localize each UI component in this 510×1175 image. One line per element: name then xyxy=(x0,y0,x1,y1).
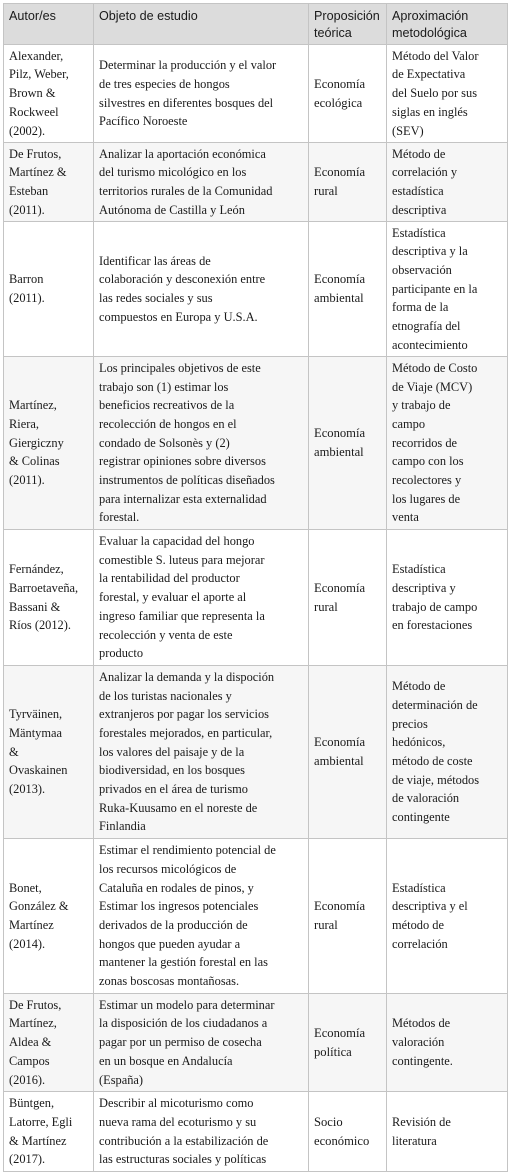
theory-cell: Economía ecológica xyxy=(309,45,387,143)
theory-cell: Economía política xyxy=(309,994,387,1092)
table-row xyxy=(4,839,508,994)
theory-cell: Socio económico xyxy=(309,1092,387,1172)
table-row xyxy=(4,530,508,666)
method-cell: Método del Valor de Expectativa del Suelo por sus siglas en inglés (SEV) xyxy=(387,45,508,143)
author-cell: Alexander, Pilz, Weber, Brown & Rockweel (2002). xyxy=(4,45,94,143)
author-cell: Büntgen, Latorre, Egli & Martínez (2017). xyxy=(4,1092,94,1172)
study-object-cell: Los principales objetivos de este trabajo son (1) estimar los beneficios recreativos de la recolección de hongos en el condado de Solsonès y (2) registrar opiniones sobre diversos instrumentos de políticas diseñados para internalizar esta externalidad forestal. xyxy=(94,357,309,530)
method-cell: Método de determinación de precios hedónicos, método de coste de viaje, métodos de valoración contingente xyxy=(387,666,508,839)
method-cell: Método de correlación y estadística descriptiva xyxy=(387,143,508,222)
study-object-cell: Evaluar la capacidad del hongo comestible S. luteus para mejorar la rentabilidad del productor forestal, y evaluar el aporte al ingreso familiar que representa la recolección y venta de este producto xyxy=(94,530,309,666)
study-object-cell: Analizar la aportación económica del turismo micológico en los territorios rurales de la Comunidad Autónoma de Castilla y León xyxy=(94,143,309,222)
study-object-cell: Estimar el rendimiento potencial de los recursos micológicos de Cataluña en rodales de pinos, y Estimar los ingresos potenciales derivados de la producción de hongos que pueden ayudar a mantener la gestión forestal en las zonas boscosas montañosas. xyxy=(94,839,309,994)
method-cell: Estadística descriptiva y la observación participante en la forma de la etnografía del acontecimiento xyxy=(387,222,508,357)
study-object-cell: Estimar un modelo para determinar la disposición de los ciudadanos a pagar por un permiso de cosecha en un bosque en Andalucía (España) xyxy=(94,994,309,1092)
theory-cell: Economía ambiental xyxy=(309,666,387,839)
author-cell: Tyrväinen, Mäntymaa & Ovaskainen (2013). xyxy=(4,666,94,839)
table-header-row xyxy=(4,4,508,45)
table-row xyxy=(4,45,508,143)
method-cell: Método de Costo de Viaje (MCV) y trabajo de campo recorridos de campo con los recolectores y los lugares de venta xyxy=(387,357,508,530)
theory-cell: Economía rural xyxy=(309,530,387,666)
study-object-cell: Identificar las áreas de colaboración y desconexión entre las redes sociales y sus compuestos en Europa y U.S.A. xyxy=(94,222,309,357)
study-object-cell: Analizar la demanda y la dispoción de los turistas nacionales y extranjeros por pagar los servicios forestales mejorados, en particular, los valores del paisaje y de la biodiversidad, en los bosques privados en el área de turismo Ruka-Kuusamo en el noreste de Finlandia xyxy=(94,666,309,839)
literature-review-table xyxy=(3,3,508,1172)
study-object-cell: Determinar la producción y el valor de tres especies de hongos silvestres en diferentes bosques del Pacífico Noroeste xyxy=(94,45,309,143)
table-row xyxy=(4,143,508,222)
header-study-object: Objeto de estudio xyxy=(94,4,309,45)
study-object-cell: Describir al micoturismo como nueva rama del ecoturismo y su contribución a la estabilización de las estructuras sociales y políticas xyxy=(94,1092,309,1172)
header-authors: Autor/es xyxy=(4,4,94,45)
table-row xyxy=(4,994,508,1092)
theory-cell: Economía rural xyxy=(309,143,387,222)
author-cell: Bonet, González & Martínez (2014). xyxy=(4,839,94,994)
author-cell: De Frutos, Martínez, Aldea & Campos (2016). xyxy=(4,994,94,1092)
theory-cell: Economía ambiental xyxy=(309,357,387,530)
author-cell: Fernández, Barroetaveña, Bassani & Ríos (2012). xyxy=(4,530,94,666)
author-cell: Barron (2011). xyxy=(4,222,94,357)
author-cell: De Frutos, Martínez & Esteban (2011). xyxy=(4,143,94,222)
author-cell: Martínez, Riera, Giergiczny & Colinas (2011). xyxy=(4,357,94,530)
table-row xyxy=(4,222,508,357)
theory-cell: Economía rural xyxy=(309,839,387,994)
header-theoretical-proposition: Proposición teórica xyxy=(309,4,387,45)
theory-cell: Economía ambiental xyxy=(309,222,387,357)
table-row xyxy=(4,666,508,839)
method-cell: Estadística descriptiva y trabajo de campo en forestaciones xyxy=(387,530,508,666)
method-cell: Estadística descriptiva y el método de correlación xyxy=(387,839,508,994)
table-row xyxy=(4,1092,508,1172)
table-row xyxy=(4,357,508,530)
method-cell: Métodos de valoración contingente. xyxy=(387,994,508,1092)
method-cell: Revisión de literatura xyxy=(387,1092,508,1172)
header-methodological-approach: Aproximación metodológica xyxy=(387,4,508,45)
